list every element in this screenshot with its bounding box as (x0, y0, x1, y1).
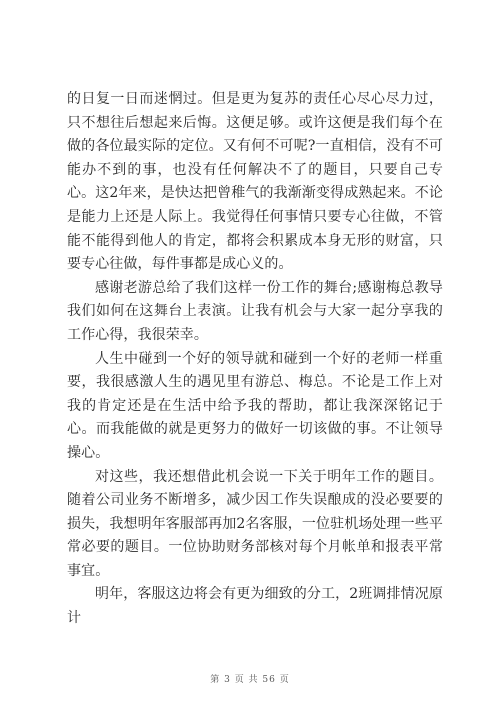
paragraph-2: 感谢老游总给了我们这样一份工作的舞台;感谢梅总教导我们如何在这舞台上表演。让我有机会与大家一起分享我的工作心得，我很荣幸。 (67, 279, 443, 343)
document-body (67, 88, 443, 631)
paragraph-5: 明年，客服这边将会有更为细致的分工，2班调排情况原计 (67, 586, 443, 627)
paragraph-4: 对这些，我还想借此机会说一下关于明年工作的题目。随着公司业务不断增多，减少因工作失误酿成的没必要要的损失，我想明年客服部再加2名客服，一位驻机场处理一些平常必要的题目。一位协助财务部核对每个月帐单和报表平常事宜。 (67, 468, 443, 579)
paragraph-1: 的日复一日而迷惘过。但是更为复苏的责任心尽心尽力过，只不想往后想起来后悔。这便足够。或许这便是我们每个在做的各位最实际的定位。又有何不可呢?一直相信，没有不可能办不到的事，也没有任何解决不了的题目，只要自己专心。这2年来，是快达把曾稚气的我渐渐变得成熟起来。不论是能力上还是人际上。我觉得任何事情只要专心往做，不管能不能得到他人的肯定，都将会积累成本身无形的财富，只要专心往做，每件事都是成心义的。 (67, 91, 443, 273)
page-number-footer: 第 3 页 共 56 页 (210, 675, 290, 685)
paragraph-3: 人生中碰到一个好的领导就和碰到一个好的老师一样重要，我很感激人生的遇见里有游总、梅总。不论是工作上对我的肯定还是在生活中给予我的帮助，都让我深深铭记于心。而我能做的就是更努力的做好一切该做的事。不让领导操心。 (67, 350, 443, 461)
